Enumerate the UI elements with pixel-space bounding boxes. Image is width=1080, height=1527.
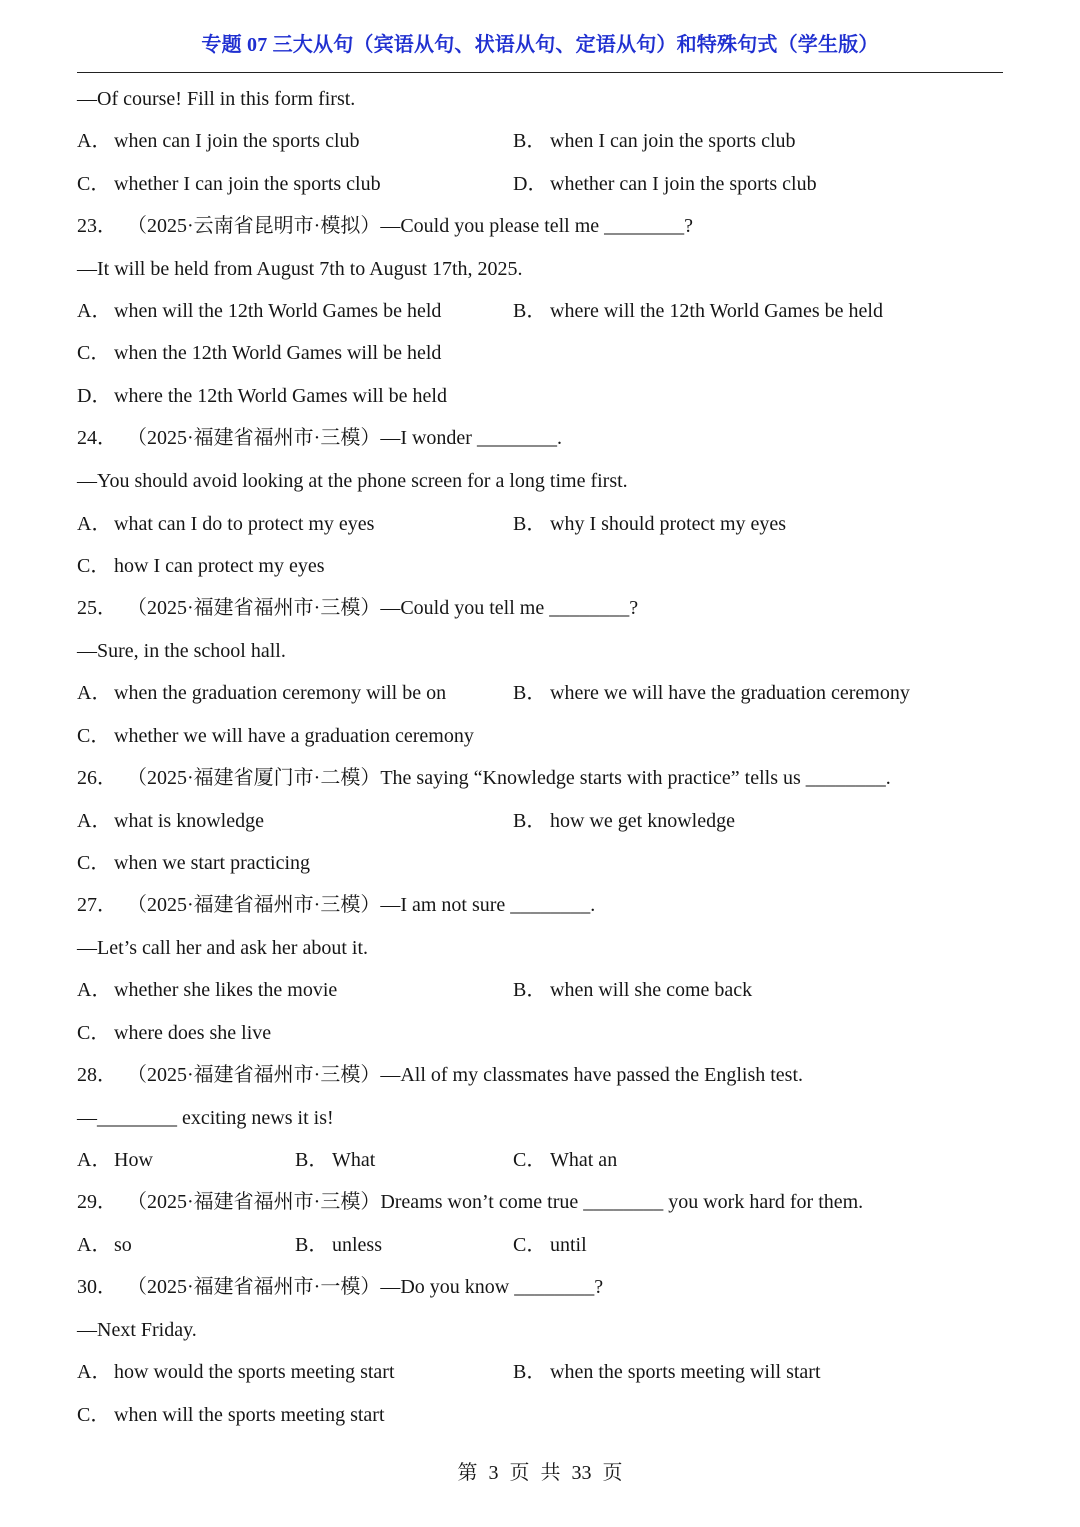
option-row bbox=[77, 170, 1003, 198]
option-text: where does she live bbox=[114, 1022, 272, 1044]
option-text: What bbox=[332, 1149, 376, 1171]
option-text: when can I join the sports club bbox=[114, 130, 360, 152]
document-title: 专题 07 三大从句（宾语从句、状语从句、定语从句）和特殊句式（学生版） bbox=[201, 34, 879, 56]
option-c bbox=[77, 722, 474, 750]
option-row bbox=[77, 382, 1003, 410]
dialog-line: —It will be held from August 7th to August 17th, 2025. bbox=[77, 258, 523, 280]
option-b bbox=[295, 1146, 375, 1174]
option-label: B． bbox=[295, 1234, 329, 1256]
option-label: A． bbox=[77, 1361, 112, 1383]
option-label: D． bbox=[513, 173, 548, 195]
question-stem bbox=[77, 424, 1003, 452]
option-text: whether I can join the sports club bbox=[114, 173, 381, 195]
option-label: C． bbox=[77, 173, 111, 195]
option-c bbox=[77, 849, 310, 877]
option-label: C． bbox=[513, 1234, 547, 1256]
dialog-line: —You should avoid looking at the phone screen for a long time first. bbox=[77, 470, 628, 492]
option-text: when will she come back bbox=[550, 979, 753, 1001]
option-row bbox=[77, 510, 1003, 538]
option-text: What an bbox=[550, 1149, 618, 1171]
option-text: How bbox=[114, 1149, 153, 1171]
question-text: Dreams won’t come true ________ you work hard for them. bbox=[380, 1191, 864, 1213]
page-number: 第 3 页 共 33 页 bbox=[457, 1462, 623, 1484]
option-label: B． bbox=[513, 513, 547, 535]
option-text: whether she likes the movie bbox=[114, 979, 338, 1001]
option-a bbox=[77, 127, 360, 155]
option-c bbox=[77, 170, 381, 198]
option-c bbox=[77, 1019, 271, 1047]
option-text: when the 12th World Games will be held bbox=[114, 342, 442, 364]
option-label: C． bbox=[77, 555, 111, 577]
option-b bbox=[513, 807, 735, 835]
option-c bbox=[513, 1146, 617, 1174]
question-text: —Could you please tell me ________? bbox=[380, 215, 694, 237]
option-row bbox=[77, 849, 1003, 877]
question-source: （2025·福建省福州市·三模） bbox=[127, 1191, 381, 1213]
option-text: what can I do to protect my eyes bbox=[114, 513, 375, 535]
option-text: how we get knowledge bbox=[550, 810, 735, 832]
option-a bbox=[77, 976, 337, 1004]
option-label: A． bbox=[77, 300, 112, 322]
option-a bbox=[77, 1358, 395, 1386]
option-label: C． bbox=[77, 342, 111, 364]
dialog-line: —Next Friday. bbox=[77, 1319, 197, 1341]
option-row bbox=[77, 1019, 1003, 1047]
option-label: A． bbox=[77, 1149, 112, 1171]
option-label: D． bbox=[77, 385, 112, 407]
option-b bbox=[513, 976, 752, 1004]
option-row bbox=[77, 297, 1003, 325]
option-text: how would the sports meeting start bbox=[114, 1361, 395, 1383]
option-b bbox=[513, 127, 796, 155]
option-text: until bbox=[550, 1234, 587, 1256]
option-row bbox=[77, 722, 1003, 750]
dialog-line: —Sure, in the school hall. bbox=[77, 640, 286, 662]
option-row bbox=[77, 976, 1003, 1004]
option-c bbox=[77, 552, 324, 580]
option-label: B． bbox=[513, 810, 547, 832]
option-d bbox=[513, 170, 817, 198]
option-label: B． bbox=[295, 1149, 329, 1171]
option-text: where the 12th World Games will be held bbox=[114, 385, 447, 407]
question-stem bbox=[77, 1273, 1003, 1301]
question-number: 26． bbox=[77, 767, 117, 789]
option-text: whether we will have a graduation ceremony bbox=[114, 725, 474, 747]
question-number: 23． bbox=[77, 215, 117, 237]
question-text: —I am not sure ________. bbox=[380, 894, 596, 916]
option-b bbox=[513, 1358, 821, 1386]
option-text: what is knowledge bbox=[114, 810, 264, 832]
option-label: C． bbox=[77, 1404, 111, 1426]
option-text: when we start practicing bbox=[114, 852, 311, 874]
option-text: so bbox=[114, 1234, 132, 1256]
option-row bbox=[77, 679, 1003, 707]
question-source: （2025·福建省福州市·三模） bbox=[127, 427, 381, 449]
option-row bbox=[77, 552, 1003, 580]
option-label: B． bbox=[513, 300, 547, 322]
option-c bbox=[77, 1401, 385, 1429]
option-label: A． bbox=[77, 1234, 112, 1256]
question-text: —All of my classmates have passed the English test. bbox=[380, 1064, 804, 1086]
question-number: 25． bbox=[77, 597, 117, 619]
option-row bbox=[77, 1231, 1003, 1259]
option-a bbox=[77, 679, 446, 707]
option-row bbox=[77, 1146, 1003, 1174]
option-label: B． bbox=[513, 979, 547, 1001]
option-row bbox=[77, 1358, 1003, 1386]
option-label: C． bbox=[77, 1022, 111, 1044]
option-text: why I should protect my eyes bbox=[550, 513, 787, 535]
question-stem bbox=[77, 1061, 1003, 1089]
option-row bbox=[77, 1401, 1003, 1429]
question-number: 29． bbox=[77, 1191, 117, 1213]
question-number: 28． bbox=[77, 1064, 117, 1086]
option-text: whether can I join the sports club bbox=[550, 173, 817, 195]
option-a bbox=[77, 1146, 153, 1174]
option-text: where will the 12th World Games be held bbox=[550, 300, 883, 322]
option-b bbox=[295, 1231, 382, 1259]
question-number: 24． bbox=[77, 427, 117, 449]
question-source: （2025·福建省厦门市·二模） bbox=[127, 767, 381, 789]
question-text: —I wonder ________. bbox=[380, 427, 562, 449]
question-source: （2025·福建省福州市·三模） bbox=[127, 1064, 381, 1086]
option-a bbox=[77, 297, 441, 325]
option-label: C． bbox=[513, 1149, 547, 1171]
option-label: A． bbox=[77, 130, 112, 152]
question-text: The saying “Knowledge starts with practice” tells us ________. bbox=[380, 767, 891, 789]
question-stem bbox=[77, 212, 1003, 240]
question-stem bbox=[77, 594, 1003, 622]
option-label: A． bbox=[77, 682, 112, 704]
option-text: when will the sports meeting start bbox=[114, 1404, 385, 1426]
option-label: B． bbox=[513, 130, 547, 152]
question-number: 27． bbox=[77, 894, 117, 916]
option-a bbox=[77, 1231, 132, 1259]
question-source: （2025·云南省昆明市·模拟） bbox=[127, 215, 381, 237]
option-label: B． bbox=[513, 682, 547, 704]
question-number: 30． bbox=[77, 1276, 117, 1298]
question-stem bbox=[77, 1188, 1003, 1216]
option-label: C． bbox=[77, 725, 111, 747]
option-a bbox=[77, 510, 374, 538]
option-c bbox=[513, 1231, 587, 1259]
option-b bbox=[513, 679, 910, 707]
option-text: when the graduation ceremony will be on bbox=[114, 682, 447, 704]
question-stem bbox=[77, 891, 1003, 919]
question-source: （2025·福建省福州市·一模） bbox=[127, 1276, 381, 1298]
option-a bbox=[77, 807, 264, 835]
option-text: how I can protect my eyes bbox=[114, 555, 325, 577]
dialog-line: —Of course! Fill in this form first. bbox=[77, 88, 356, 110]
option-label: C． bbox=[77, 852, 111, 874]
option-d bbox=[77, 382, 447, 410]
option-label: A． bbox=[77, 513, 112, 535]
option-label: A． bbox=[77, 810, 112, 832]
option-row bbox=[77, 807, 1003, 835]
option-text: when will the 12th World Games be held bbox=[114, 300, 442, 322]
option-row bbox=[77, 127, 1003, 155]
dialog-line: —Let’s call her and ask her about it. bbox=[77, 937, 369, 959]
option-text: where we will have the graduation ceremony bbox=[550, 682, 910, 704]
question-text: —Do you know ________? bbox=[380, 1276, 604, 1298]
option-c bbox=[77, 339, 441, 367]
option-label: B． bbox=[513, 1361, 547, 1383]
question-stem bbox=[77, 764, 1003, 792]
option-b bbox=[513, 297, 883, 325]
option-label: A． bbox=[77, 979, 112, 1001]
option-b bbox=[513, 510, 786, 538]
option-text: when the sports meeting will start bbox=[550, 1361, 821, 1383]
option-text: when I can join the sports club bbox=[550, 130, 796, 152]
header-divider bbox=[77, 72, 1003, 73]
question-source: （2025·福建省福州市·三模） bbox=[127, 597, 381, 619]
question-text: —Could you tell me ________? bbox=[380, 597, 639, 619]
option-row bbox=[77, 339, 1003, 367]
option-text: unless bbox=[332, 1234, 382, 1256]
dialog-line: —________ exciting news it is! bbox=[77, 1107, 334, 1129]
question-source: （2025·福建省福州市·三模） bbox=[127, 894, 381, 916]
